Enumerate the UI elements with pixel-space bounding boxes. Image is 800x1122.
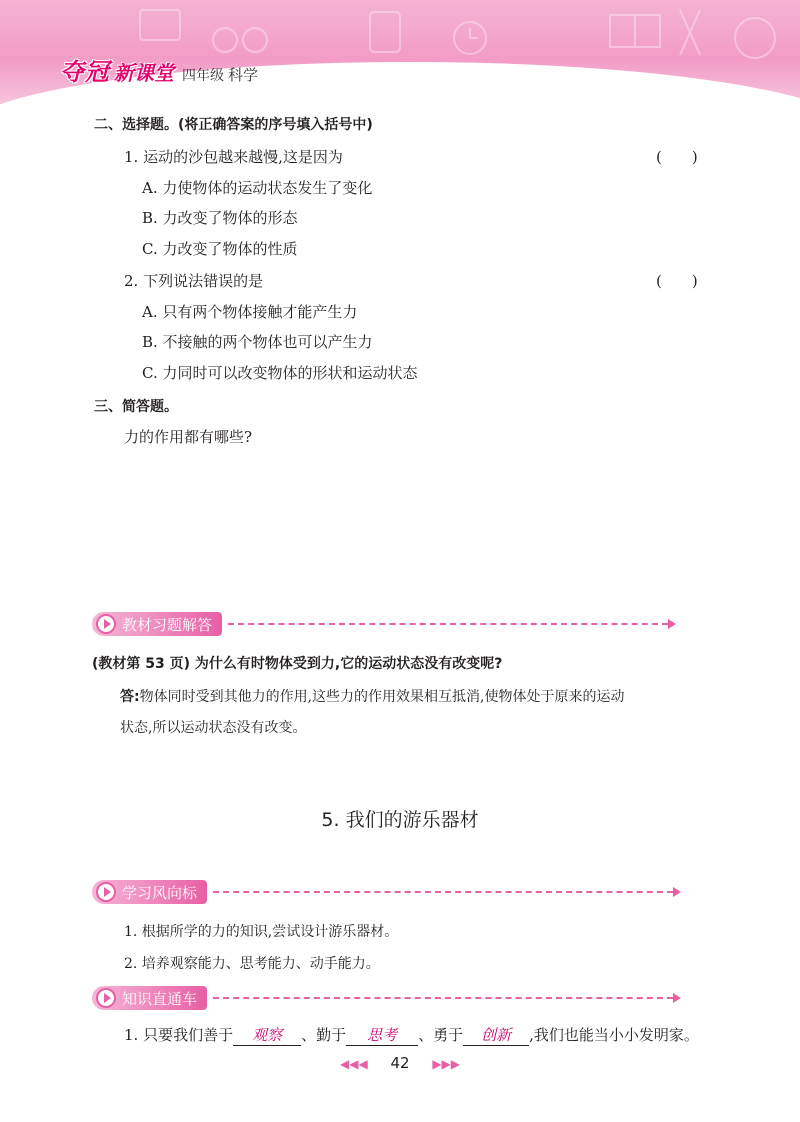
knowledge-bar-label: 知识直通车: [122, 989, 198, 1008]
knowledge-pill: [92, 986, 207, 1010]
objective-item-1: 1. 根据所学的力的知识,尝试设计游乐器材。: [124, 924, 399, 940]
knowledge-mid1: 、勤于: [301, 1026, 347, 1044]
q1-answer-paren[interactable]: ( ): [656, 148, 698, 166]
textbook-pill: [92, 612, 222, 636]
answer-label: 答:: [120, 689, 140, 705]
section2-title: 二、选择题。(将正确答案的序号填入括号中): [94, 117, 373, 133]
q2-option-b: B. 不接触的两个物体也可以产生力: [142, 333, 373, 351]
blank-think[interactable]: 思考: [346, 1024, 418, 1046]
knowledge-item-1: [124, 1024, 699, 1046]
page-footer: [0, 1054, 800, 1072]
brand-logo: [60, 52, 258, 87]
next-arrows-icon: ▶▶▶: [432, 1057, 461, 1071]
dash-divider: [213, 997, 673, 999]
objectives-pill: [92, 880, 207, 904]
prev-arrows-icon: ◀◀◀: [339, 1057, 368, 1071]
q1-stem: 1. 运动的沙包越来越慢,这是因为: [124, 148, 343, 166]
section3-question: 力的作用都有哪些?: [124, 428, 253, 446]
subject-label: 科学: [228, 66, 259, 84]
textbook-answer-line2: 状态,所以运动状态没有改变。: [120, 720, 307, 736]
dash-divider: [213, 891, 673, 893]
q2-stem: 2. 下列说法错误的是: [124, 272, 264, 290]
play-icon: [96, 882, 116, 902]
q2-option-c: C. 力同时可以改变物体的形状和运动状态: [142, 364, 418, 382]
grade-label: 四年级: [182, 68, 224, 84]
dash-divider: [228, 623, 668, 625]
q2-option-a: A. 只有两个物体接触才能产生力: [142, 303, 358, 321]
textbook-bar-label: 教材习题解答: [122, 615, 213, 634]
answer-text-1: 物体同时受到其他力的作用,这些力的作用效果相互抵消,使物体处于原来的运动: [139, 689, 625, 705]
q1-option-c: C. 力改变了物体的性质: [142, 240, 298, 258]
arrow-right-icon: [668, 619, 676, 629]
play-icon: [96, 988, 116, 1008]
arrow-right-icon: [673, 887, 681, 897]
knowledge-section-bar: [92, 984, 681, 1012]
arrow-right-icon: [673, 993, 681, 1003]
textbook-question: (教材第 53 页) 为什么有时物体受到力,它的运动状态没有改变呢?: [92, 656, 503, 672]
textbook-section-bar: [92, 610, 676, 638]
knowledge-prefix: 1. 只要我们善于: [124, 1026, 234, 1044]
knowledge-mid2: 、勇于: [418, 1026, 464, 1044]
objectives-section-bar: [92, 878, 681, 906]
textbook-answer-line1: [120, 686, 625, 706]
page-header: [0, 0, 800, 108]
section3-title: 三、简答题。: [94, 399, 178, 415]
lesson-title: 5. 我们的游乐器材: [321, 809, 479, 831]
brand-sub: 新课堂: [114, 61, 174, 85]
brand-main: 夺冠: [60, 58, 110, 86]
q2-answer-paren[interactable]: ( ): [656, 272, 698, 290]
objectives-bar-label: 学习风向标: [122, 883, 198, 902]
q1-option-b: B. 力改变了物体的形态: [142, 209, 298, 227]
blank-observe[interactable]: 观察: [233, 1024, 301, 1046]
page-number: 42: [390, 1054, 410, 1072]
q1-option-a: A. 力使物体的运动状态发生了变化: [142, 179, 373, 197]
knowledge-suffix: ,我们也能当小小发明家。: [529, 1026, 699, 1044]
objective-item-2: 2. 培养观察能力、思考能力、动手能力。: [124, 956, 380, 972]
blank-innovate[interactable]: 创新: [463, 1024, 529, 1046]
play-icon: [96, 614, 116, 634]
